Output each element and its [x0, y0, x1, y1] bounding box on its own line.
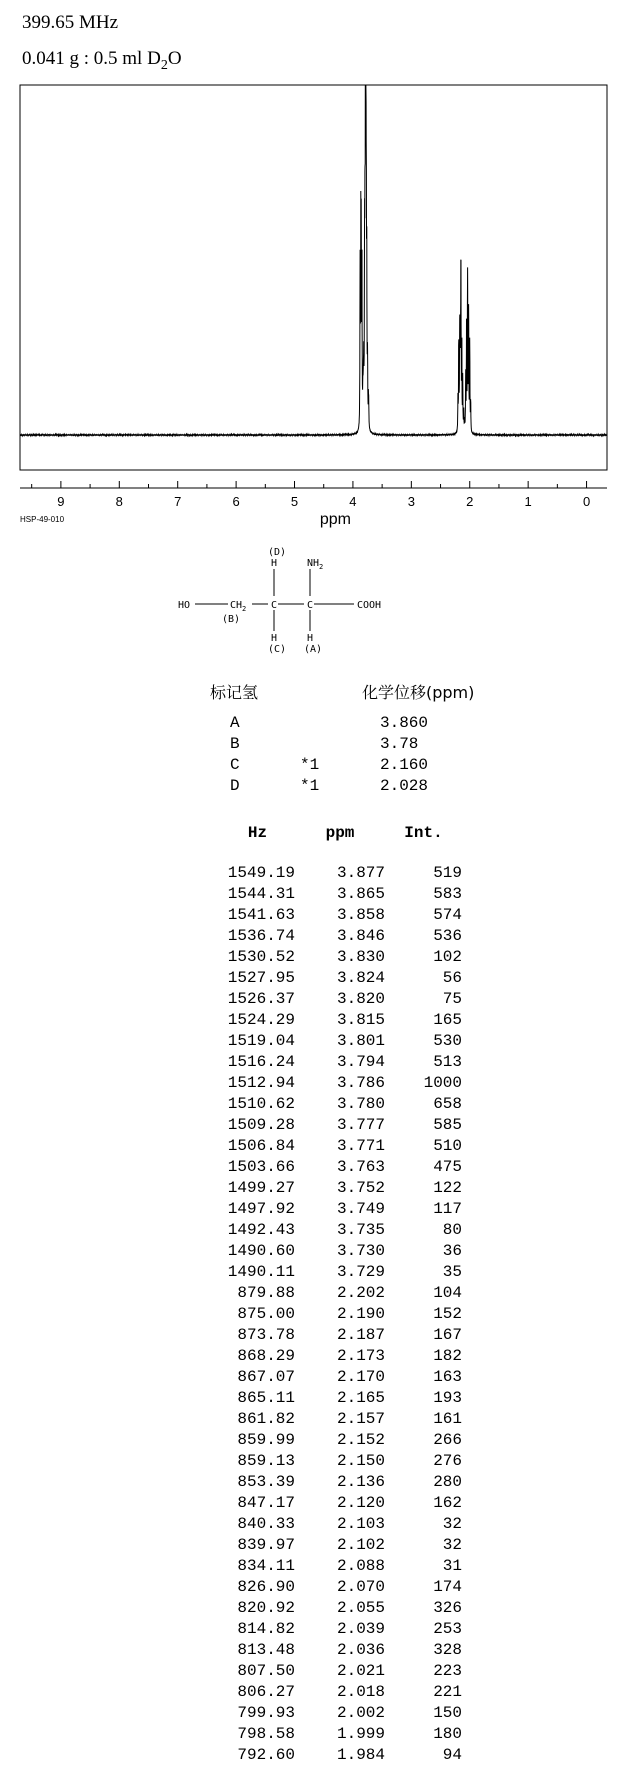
peak-int: 180: [433, 1725, 462, 1743]
peak-row: [220, 1115, 462, 1136]
peak-header-hz: Hz: [247, 824, 268, 842]
peak-hz: 798.58: [237, 1725, 295, 1743]
peak-row: [220, 1703, 462, 1724]
peak-table-header: [220, 824, 462, 842]
peak-hz: 1506.84: [227, 1137, 295, 1155]
peak-hz: 840.33: [237, 1515, 295, 1533]
peak-row: [220, 1430, 462, 1451]
peak-hz: 820.92: [237, 1599, 295, 1617]
peak-ppm: 1.999: [336, 1725, 385, 1743]
x-tick-label: 4: [349, 494, 357, 509]
peak-hz: 853.39: [237, 1473, 295, 1491]
struct-c-right: C: [307, 600, 314, 611]
peak-ppm: 3.730: [336, 1242, 385, 1260]
peak-int: 94: [442, 1746, 462, 1764]
struct-ch2: [230, 600, 246, 613]
peak-ppm: 2.070: [336, 1578, 385, 1596]
peak-int: 152: [433, 1305, 462, 1323]
peak-hz: 1499.27: [227, 1179, 295, 1197]
peak-row: [220, 926, 462, 947]
peak-ppm: 3.777: [336, 1116, 385, 1134]
peak-row: [220, 1745, 462, 1766]
nmr-spectrum-chart: [0, 0, 626, 530]
x-tick-label: 6: [232, 494, 240, 509]
peak-hz: 1536.74: [227, 927, 295, 945]
peak-int: 56: [442, 969, 462, 987]
peak-ppm: 3.752: [336, 1179, 385, 1197]
struct-label-d: (D): [268, 547, 287, 558]
peak-hz: 1512.94: [227, 1074, 295, 1092]
assign-mark: [300, 713, 380, 734]
assign-mark: [300, 734, 380, 755]
peak-hz: 865.11: [237, 1389, 295, 1407]
assign-label: B: [230, 735, 240, 753]
peak-hz: 1530.52: [227, 948, 295, 966]
peak-hz: 807.50: [237, 1662, 295, 1680]
peak-hz: 1524.29: [227, 1011, 295, 1029]
peak-int: 475: [433, 1158, 462, 1176]
concentration-subscript: 2: [160, 57, 168, 73]
peak-ppm: 2.002: [336, 1704, 385, 1722]
peak-hz: 1527.95: [227, 969, 295, 987]
peak-hz: 847.17: [237, 1494, 295, 1512]
peak-row: [220, 1388, 462, 1409]
peak-row: [220, 1304, 462, 1325]
peak-row: [220, 1535, 462, 1556]
assign-shift: 3.860: [380, 714, 429, 732]
peak-row: [220, 1367, 462, 1388]
peak-hz: 1549.19: [227, 864, 295, 882]
peak-ppm: 2.120: [336, 1494, 385, 1512]
peak-ppm: 3.820: [336, 990, 385, 1008]
struct-h-bottom-left: H: [271, 633, 278, 644]
assign-col-label-header: 标记氢: [210, 683, 259, 702]
peak-hz: 879.88: [237, 1284, 295, 1302]
peak-int: 328: [433, 1641, 462, 1659]
peak-hz: 1497.92: [227, 1200, 295, 1218]
peak-int: 253: [433, 1620, 462, 1638]
peak-int: 36: [442, 1242, 462, 1260]
struct-cooh: COOH: [357, 600, 382, 611]
peak-int: 32: [442, 1515, 462, 1533]
peak-ppm: 2.190: [336, 1305, 385, 1323]
peak-row: [220, 1346, 462, 1367]
peak-ppm: 2.055: [336, 1599, 385, 1617]
peak-ppm: 2.018: [336, 1683, 385, 1701]
peak-hz: 1509.28: [227, 1116, 295, 1134]
peak-int: 75: [442, 990, 462, 1008]
peak-hz: 859.99: [237, 1431, 295, 1449]
assign-shift: 2.160: [380, 756, 429, 774]
peak-row: [220, 1556, 462, 1577]
plot-frame: [20, 85, 607, 470]
peak-row: [220, 1598, 462, 1619]
peak-ppm: 2.103: [336, 1515, 385, 1533]
peak-hz: 868.29: [237, 1347, 295, 1365]
peak-ppm: 2.157: [336, 1410, 385, 1428]
peak-int: 585: [433, 1116, 462, 1134]
peak-row: [220, 1661, 462, 1682]
peak-hz: 1503.66: [227, 1158, 295, 1176]
peak-ppm: 2.036: [336, 1641, 385, 1659]
molecule-structure: [170, 546, 410, 656]
peak-table: [220, 863, 462, 1766]
struct-nh2-sub: 2: [319, 563, 324, 571]
peak-int: 530: [433, 1032, 462, 1050]
peak-hz: 1541.63: [227, 906, 295, 924]
peak-hz: 873.78: [237, 1326, 295, 1344]
x-tick-label: 9: [57, 494, 65, 509]
peak-row: [220, 1577, 462, 1598]
peak-ppm: 3.846: [336, 927, 385, 945]
peak-int: 536: [433, 927, 462, 945]
peak-ppm: 2.102: [336, 1536, 385, 1554]
peak-ppm: 3.786: [336, 1074, 385, 1092]
assign-label: C: [230, 756, 240, 774]
peak-ppm: 2.039: [336, 1620, 385, 1638]
peak-row: [220, 1241, 462, 1262]
peak-row: [220, 1010, 462, 1031]
peak-int: 193: [433, 1389, 462, 1407]
peak-int: 102: [433, 948, 462, 966]
struct-c-left: C: [271, 600, 278, 611]
concentration-tail: O: [167, 48, 182, 69]
peak-row: [220, 1031, 462, 1052]
struct-ch2-main: CH: [230, 600, 243, 611]
peak-row: [220, 1682, 462, 1703]
assignment-row: [230, 713, 460, 734]
spectrum-trace: [20, 86, 607, 436]
concentration-main: 0.041 g : 0.5 ml D: [22, 48, 161, 69]
x-tick-label: 5: [290, 494, 299, 509]
x-tick-label: 8: [115, 494, 123, 509]
peak-int: 223: [433, 1662, 462, 1680]
peak-ppm: 2.152: [336, 1431, 385, 1449]
x-tick-label: 3: [407, 494, 415, 509]
assign-mark: *1: [300, 777, 320, 795]
peak-row: [220, 1640, 462, 1661]
peak-row: [220, 947, 462, 968]
peak-row: [220, 1409, 462, 1430]
peak-row: [220, 1220, 462, 1241]
peak-ppm: 2.187: [336, 1326, 385, 1344]
peak-row: [220, 1157, 462, 1178]
peak-int: 280: [433, 1473, 462, 1491]
peak-ppm: 2.202: [336, 1284, 385, 1302]
peak-hz: 861.82: [237, 1410, 295, 1428]
peak-int: 658: [433, 1095, 462, 1113]
peak-hz: 859.13: [237, 1452, 295, 1470]
peak-ppm: 3.877: [336, 864, 385, 882]
peak-ppm: 3.830: [336, 948, 385, 966]
peak-int: 513: [433, 1053, 462, 1071]
peak-ppm: 3.815: [336, 1011, 385, 1029]
assign-shift: 2.028: [380, 777, 429, 795]
peak-hz: 813.48: [237, 1641, 295, 1659]
peak-row: [220, 1262, 462, 1283]
peak-ppm: 3.763: [336, 1158, 385, 1176]
peak-header-ppm: ppm: [325, 824, 355, 842]
spectrometer-frequency: 399.65 MHz: [22, 12, 119, 33]
peak-int: 165: [433, 1011, 462, 1029]
peak-header-int: Int.: [404, 824, 443, 842]
peak-int: 122: [433, 1179, 462, 1197]
peak-int: 583: [433, 885, 462, 903]
peak-row: [220, 1283, 462, 1304]
peak-hz: 875.00: [237, 1305, 295, 1323]
peak-ppm: 2.088: [336, 1557, 385, 1575]
peak-ppm: 3.729: [336, 1263, 385, 1281]
peak-row: [220, 1073, 462, 1094]
peak-hz: 1510.62: [227, 1095, 295, 1113]
assign-label: A: [230, 714, 240, 732]
peak-hz: 1492.43: [227, 1221, 295, 1239]
struct-label-c: (C): [268, 644, 287, 655]
struct-nh2: [307, 558, 323, 571]
peak-ppm: 3.749: [336, 1200, 385, 1218]
peak-row: [220, 863, 462, 884]
struct-ho: HO: [178, 600, 191, 611]
assign-label: D: [230, 777, 240, 795]
x-tick-label: 0: [582, 494, 591, 509]
peak-int: 167: [433, 1326, 462, 1344]
peak-row: [220, 1325, 462, 1346]
peak-hz: 806.27: [237, 1683, 295, 1701]
peak-ppm: 3.824: [336, 969, 385, 987]
peak-ppm: 2.150: [336, 1452, 385, 1470]
peak-hz: 792.60: [237, 1746, 295, 1764]
spectrum-code: HSP-49-010: [20, 515, 65, 524]
peak-row: [220, 968, 462, 989]
assignment-row: [230, 755, 460, 776]
peak-ppm: 2.170: [336, 1368, 385, 1386]
peak-int: 31: [442, 1557, 462, 1575]
peak-hz: 826.90: [237, 1578, 295, 1596]
x-axis-label: ppm: [319, 511, 351, 528]
peak-row: [220, 1493, 462, 1514]
peak-int: 150: [433, 1704, 462, 1722]
assignment-row: [230, 776, 460, 797]
peak-hz: 1544.31: [227, 885, 295, 903]
x-tick-label: 7: [174, 494, 182, 509]
peak-int: 519: [433, 864, 462, 882]
peak-ppm: 3.794: [336, 1053, 385, 1071]
peak-row: [220, 884, 462, 905]
assign-col-shift-header: 化学位移(ppm): [362, 683, 475, 702]
peak-row: [220, 1052, 462, 1073]
peak-row: [220, 905, 462, 926]
struct-nh2-main: NH: [307, 558, 320, 569]
peak-int: 1000: [423, 1074, 462, 1092]
peak-ppm: 3.735: [336, 1221, 385, 1239]
peak-hz: 834.11: [237, 1557, 295, 1575]
peak-row: [220, 1094, 462, 1115]
peak-int: 510: [433, 1137, 462, 1155]
peak-hz: 814.82: [237, 1620, 295, 1638]
peak-hz: 799.93: [237, 1704, 295, 1722]
peak-hz: 1516.24: [227, 1053, 295, 1071]
peak-row: [220, 989, 462, 1010]
peak-int: 104: [433, 1284, 462, 1302]
assign-shift: 3.78: [380, 735, 419, 753]
struct-h-top: H: [271, 558, 278, 569]
peak-ppm: 3.858: [336, 906, 385, 924]
assignment-row: [230, 734, 460, 755]
struct-ch2-sub: 2: [242, 605, 247, 613]
peak-ppm: 2.165: [336, 1389, 385, 1407]
x-tick-label: 1: [524, 494, 532, 509]
peak-hz: 1490.60: [227, 1242, 295, 1260]
peak-hz: 839.97: [237, 1536, 295, 1554]
peak-row: [220, 1472, 462, 1493]
peak-row: [220, 1178, 462, 1199]
peak-int: 174: [433, 1578, 462, 1596]
peak-int: 276: [433, 1452, 462, 1470]
peak-int: 266: [433, 1431, 462, 1449]
peak-row: [220, 1451, 462, 1472]
assign-mark: *1: [300, 756, 320, 774]
peak-int: 326: [433, 1599, 462, 1617]
peak-ppm: 1.984: [336, 1746, 385, 1764]
peak-row: [220, 1514, 462, 1535]
peak-row: [220, 1724, 462, 1745]
peak-ppm: 3.865: [336, 885, 385, 903]
peak-hz: 1519.04: [227, 1032, 295, 1050]
struct-label-a: (A): [304, 644, 323, 655]
peak-int: 221: [433, 1683, 462, 1701]
peak-row: [220, 1136, 462, 1157]
peak-int: 182: [433, 1347, 462, 1365]
x-tick-label: 2: [466, 494, 474, 509]
peak-ppm: 2.021: [336, 1662, 385, 1680]
peak-ppm: 3.801: [336, 1032, 385, 1050]
assignment-table: [230, 713, 460, 797]
peak-ppm: 2.136: [336, 1473, 385, 1491]
peak-int: 80: [442, 1221, 462, 1239]
peak-hz: 1490.11: [227, 1263, 295, 1281]
peak-int: 35: [442, 1263, 462, 1281]
peak-ppm: 2.173: [336, 1347, 385, 1365]
peak-ppm: 3.771: [336, 1137, 385, 1155]
peak-int: 117: [433, 1200, 462, 1218]
struct-h-bottom-right: H: [307, 633, 314, 644]
peak-row: [220, 1619, 462, 1640]
peak-row: [220, 1199, 462, 1220]
peak-int: 32: [442, 1536, 462, 1554]
struct-label-b: (B): [222, 614, 241, 625]
peak-int: 163: [433, 1368, 462, 1386]
peak-int: 574: [433, 906, 462, 924]
peak-ppm: 3.780: [336, 1095, 385, 1113]
peak-int: 161: [433, 1410, 462, 1428]
peak-hz: 867.07: [237, 1368, 295, 1386]
peak-hz: 1526.37: [227, 990, 295, 1008]
peak-int: 162: [433, 1494, 462, 1512]
